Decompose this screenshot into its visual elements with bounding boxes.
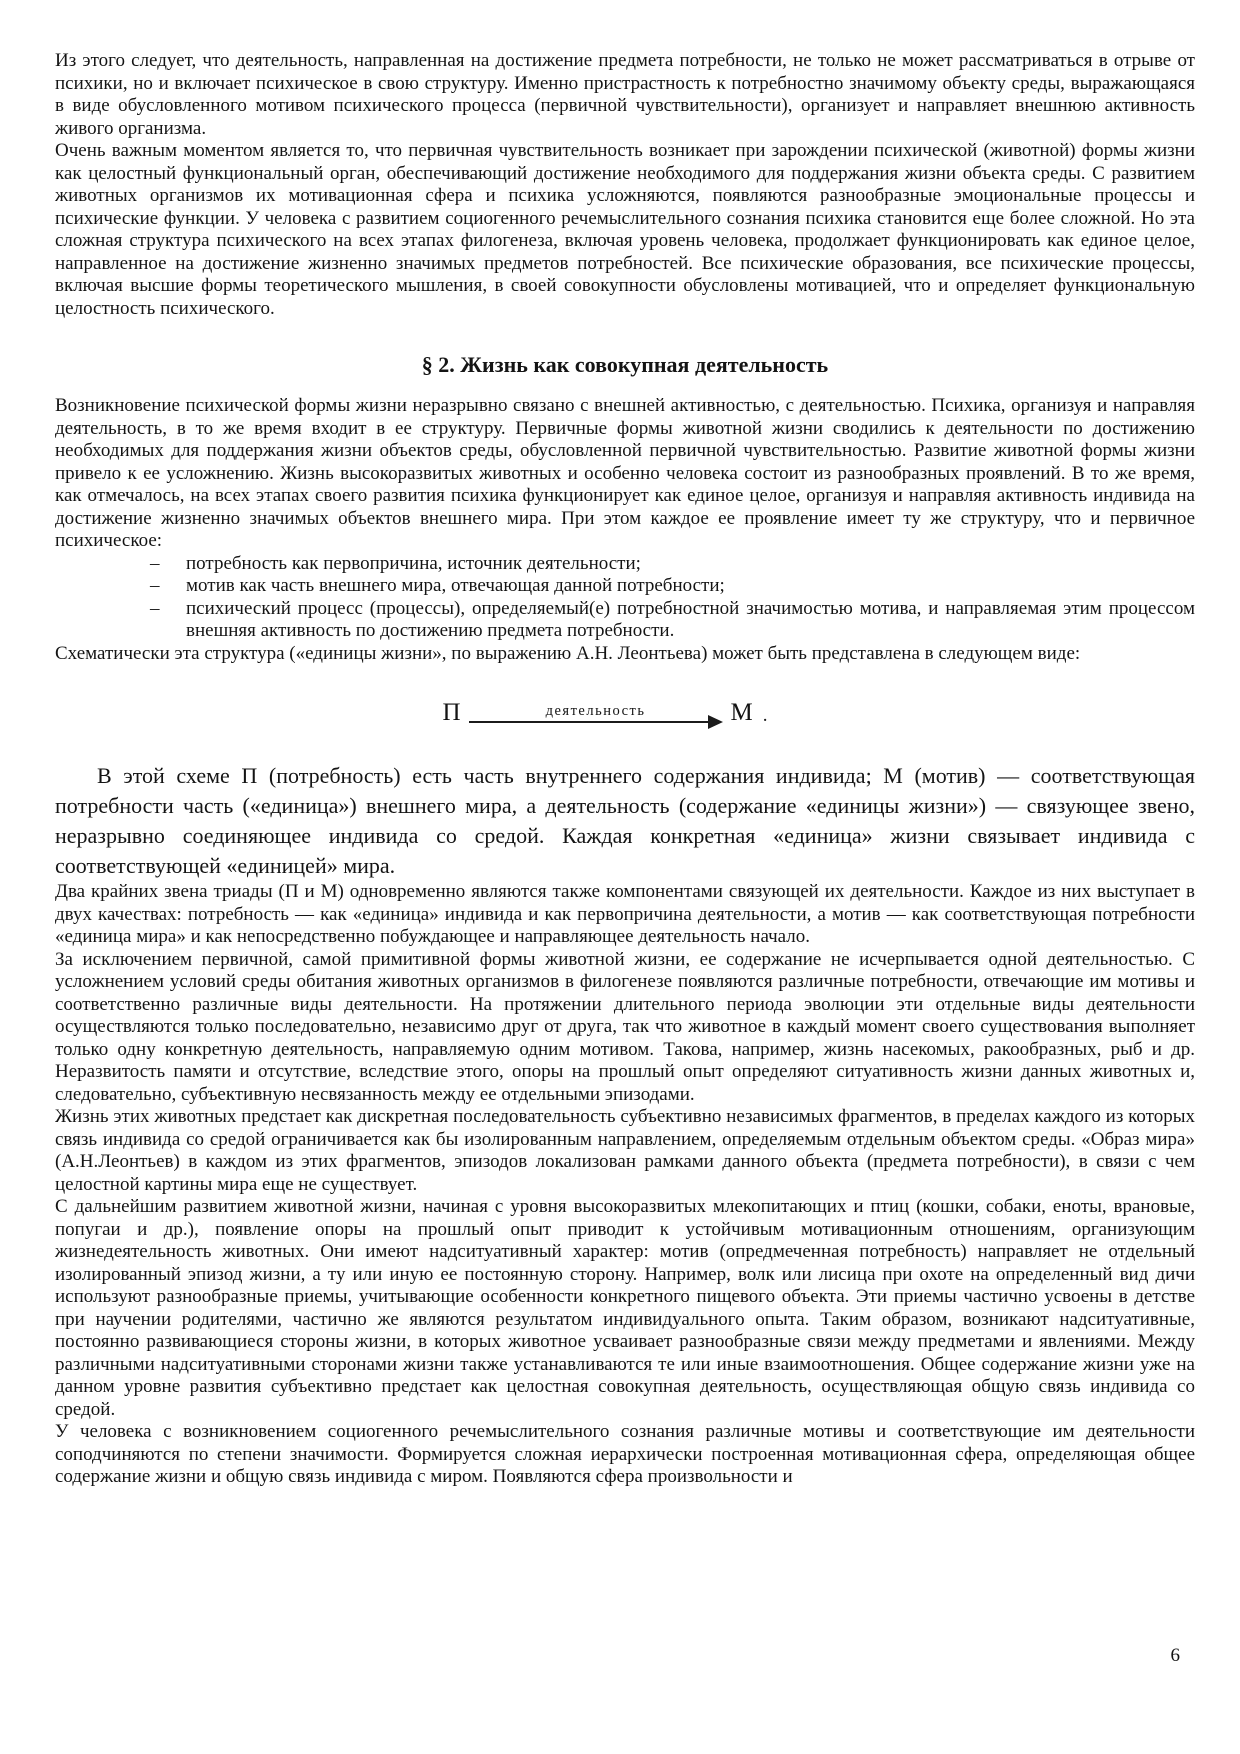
bullet-dash: – (150, 552, 160, 574)
paragraph: Схематически эта структура («единицы жизни», по выражению А.Н. Леонтьева) может быть представлена в следующем виде: (55, 642, 1081, 664)
paragraph: Возникновение психической формы жизни неразрывно связано с внешней активностью, с деятельностью. Психика, организуя и направляя деятельность, в то же время входит в ее структуру. Первичные формы животной жизни сводились к деятельности по достижению необходимых для поддержания жизни объектов среды, обусловленной первичной чувствительностью. Развитие животной формы жизни привело к ее усложнению. Жизнь высокоразвитых животных и особенно человека состоит из разнообразных проявлений. В то же время, как отмечалось, на всех этапах своего развития психика функционирует как единое целое, организуя и направляя активность индивида на достижение жизненно значимых объектов внешнего мира. При этом каждое ее проявление имеет ту же структуру, что и первичное психическое: (55, 395, 1195, 551)
paragraph: У человека с возникновением социогенного речемыслительного сознания различные мотивы и соответствующие им деятельности соподчиняются по степени значимости. Формируется сложная иерархически построенная мотивационная сфера, определяющая общее содержание жизни и общую связь индивида с миром. Появляются сфера произвольности и (55, 1421, 1195, 1487)
arrow-label: деятельность (545, 702, 646, 719)
need-symbol: П (442, 699, 461, 726)
paragraph: За исключением первичной, самой примитивной формы животной жизни, ее содержание не исчерпывается одной деятельностью. С усложнением условий среды обитания животных организмов в филогенезе появляются различные потребности, отвечающие им мотивы и соответственно различные виды деятельности. На протяжении длительного периода эволюции эти отдельные виды деятельности осуществляются только последовательно, независимо друг от друга, так что животное в каждый момент своего существования выполняет только одну конкретную деятельность, направляемую одним мотивом. Такова, например, жизнь насекомых, ракообразных, рыб и др. Неразвитость памяти и отсутствие, вследствие этого, опоры на прошлый опыт определяют ситуативность жизни данных животных и, следовательно, субъективную несвязанность между ее отдельными эпизодами. (55, 948, 1195, 1105)
diagram-period: . (762, 705, 768, 726)
list-item (55, 598, 1195, 643)
section-heading: § 2. Жизнь как совокупная деятельность (421, 352, 829, 377)
list-item-text: мотив как часть внешнего мира, отвечающая данной потребности; (186, 575, 725, 596)
paragraph: Два крайних звена триады (П и М) одновременно являются также компонентами связующей их деятельности. Каждое из них выступает в двух качествах: потребность — как «единица» индивида и как первопричина деятельности, а мотив — как соответствующая потребности «единица мира» и как непосредственно побуждающее и направляющее деятельность начало. (55, 881, 1195, 947)
bullet-dash: – (150, 575, 160, 596)
list-item-text: потребность как первопричина, источник деятельности; (186, 552, 641, 574)
page-number: 6 (1170, 1645, 1180, 1666)
list-item (55, 553, 1195, 576)
bullet-dash: – (150, 597, 160, 619)
activity-arrow (469, 704, 723, 723)
paragraph: Из этого следует, что деятельность, направленная на достижение предмета потребности, не только не может рассматриваться в отрыве от психики, но и включает психическое в свою структуру. Именно пристрастность к потребностно значимому объекту среды, выражающаяся в виде обусловленного мотивом психического процесса (первичной чувствительности), организует и направляет внешнюю активность живого организма. (55, 50, 1195, 139)
emphasis-paragraph: В этой схеме П (потребность) есть часть внутреннего содержания индивида; М (мотив) — соответствующая потребности часть («единица») внешнего мира, а деятельность (содержание «единицы жизни») — связующее звено, неразрывно соединяющее индивида со средой. Каждая конкретная «единица» жизни связывает индивида с соответствующей «единицей» мира. (55, 763, 1195, 878)
list-item-text: психический процесс (процессы), определяемый(е) потребностной значимостью мотива, и направляемая этим процессом внешняя активность по достижению предмета потребности. (186, 597, 1195, 641)
list-item (55, 575, 1195, 598)
arrow-right-icon (469, 721, 721, 723)
paragraph: Очень важным моментом является то, что первичная чувствительность возникает при зарождении психической (животной) формы жизни как целостный функциональный орган, обеспечивающий достижение необходимого для поддержания жизни объекта среды. С развитием животных организмов их мотивационная сфера и психика усложняются, появляются разнообразные эмоциональные процессы и психические функции. У человека с развитием социогенного речемыслительного сознания психика становится еще более сложной. Но эта сложная структура психического на всех этапах филогенеза, включая уровень человека, продолжает функционировать как единое целое, направленное на достижение жизненно значимых предметов потребностей. Все психические образования, все психические процессы, включая высшие формы теоретического мышления, в своей совокупности обусловлены мотивацией, что и определяет функциональную целостность психического. (55, 140, 1195, 319)
need-activity-motive-diagram (55, 699, 1155, 727)
paragraph: С дальнейшим развитием животной жизни, начиная с уровня высокоразвитых млекопитающих и птиц (кошки, собаки, еноты, врановые, попугаи и др.), появление опоры на прошлый опыт приводит к устойчивым мотивационным отношениям, организующим жизнедеятельность животных. Они имеют надситуативный характер: мотив (опредмеченная потребность) направляет не отдельный изолированный эпизод жизни, а ту или иную ее постоянную сторону. Например, волк или лисица при охоте на определенный вид дичи используют разнообразные приемы, учитывающие особенности конкретного пищевого объекта. Эти приемы частично усвоены в детстве при научении родителями, частично же являются результатом индивидуального опыта. Таким образом, возникают надситуативные, постоянно развивающиеся стороны жизни, в которых животное усваивает разнообразные связи между предметами и явлениями. Между различными надситуативными сторонами жизни также устанавливаются те или иные взаимоотношения. Общее содержание жизни уже на данном уровне развития субъективно предстает как целостная совокупная деятельность, осуществляющая общую связь индивида со средой. (55, 1196, 1195, 1420)
motive-symbol: М (730, 699, 753, 726)
paragraph: Жизнь этих животных предстает как дискретная последовательность субъективно независимых фрагментов, в пределах каждого из которых связь индивида со средой ограничивается как бы изолированным направлением, определяемым отдельным объектом среды. «Образ мира» (А.Н.Леонтьев) в каждом из этих фрагментов, эпизодов локализован рамками данного объекта (предмета потребности), в связи с чем целостной картины мира еще не существует. (55, 1106, 1195, 1195)
